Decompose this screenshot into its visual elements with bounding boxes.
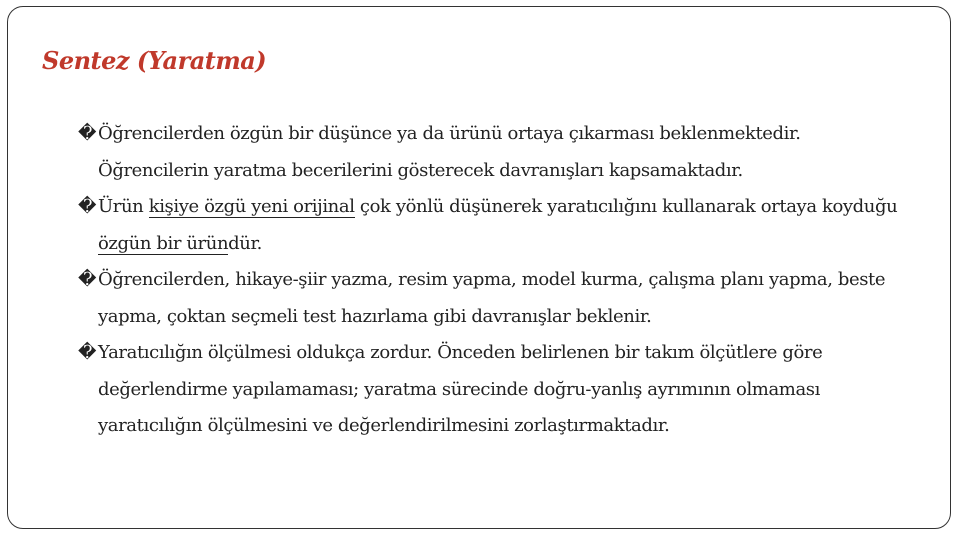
bullet-item-4 <box>78 335 898 445</box>
underlined-phrase: özgün bir ürün <box>98 232 229 254</box>
bullet-item-2 <box>78 189 898 262</box>
bullet-item-1 <box>78 116 898 189</box>
bullet-item-3 <box>78 262 898 335</box>
bullet-text: Öğrencilerden özgün bir düşünce ya da ürünü ortaya çıkarması beklenmektedir. Öğrencilerin yaratma becerilerini gösterecek davranışları kapsamaktadır. <box>98 123 801 181</box>
bullet-marker-icon: � <box>78 196 97 217</box>
bullet-text-post: dür. <box>228 232 263 254</box>
slide-title: Sentez (Yaratma) <box>42 46 267 75</box>
bullet-text: Öğrencilerden, hikaye-şiir yazma, resim yapma, model kurma, çalışma planı yapma, beste yapma, çoktan seçmeli test hazırlama gibi davranışlar beklenir. <box>98 269 886 327</box>
bullet-text-mid: çok yönlü düşünerek yaratıcılığını kullanarak ortaya koyduğu <box>354 196 898 217</box>
bullet-marker-icon: � <box>78 269 97 290</box>
bullet-text: Yaratıcılığın ölçülmesi oldukça zordur. Önceden belirlenen bir takım ölçütlere göre değerlendirme yapılamaması; yaratma sürecinde doğru-yanlış ayrımının olmaması yaratıcılığın ölçülmesini ve değerlendirilmesini zorlaştırmaktadır. <box>98 342 823 436</box>
bullet-text-pre: Ürün <box>98 196 149 217</box>
bullet-list <box>78 116 898 445</box>
bullet-marker-icon: � <box>78 342 97 363</box>
bullet-marker-icon: � <box>78 123 97 144</box>
underlined-phrase: kişiye özgü yeni orijinal <box>148 196 355 217</box>
